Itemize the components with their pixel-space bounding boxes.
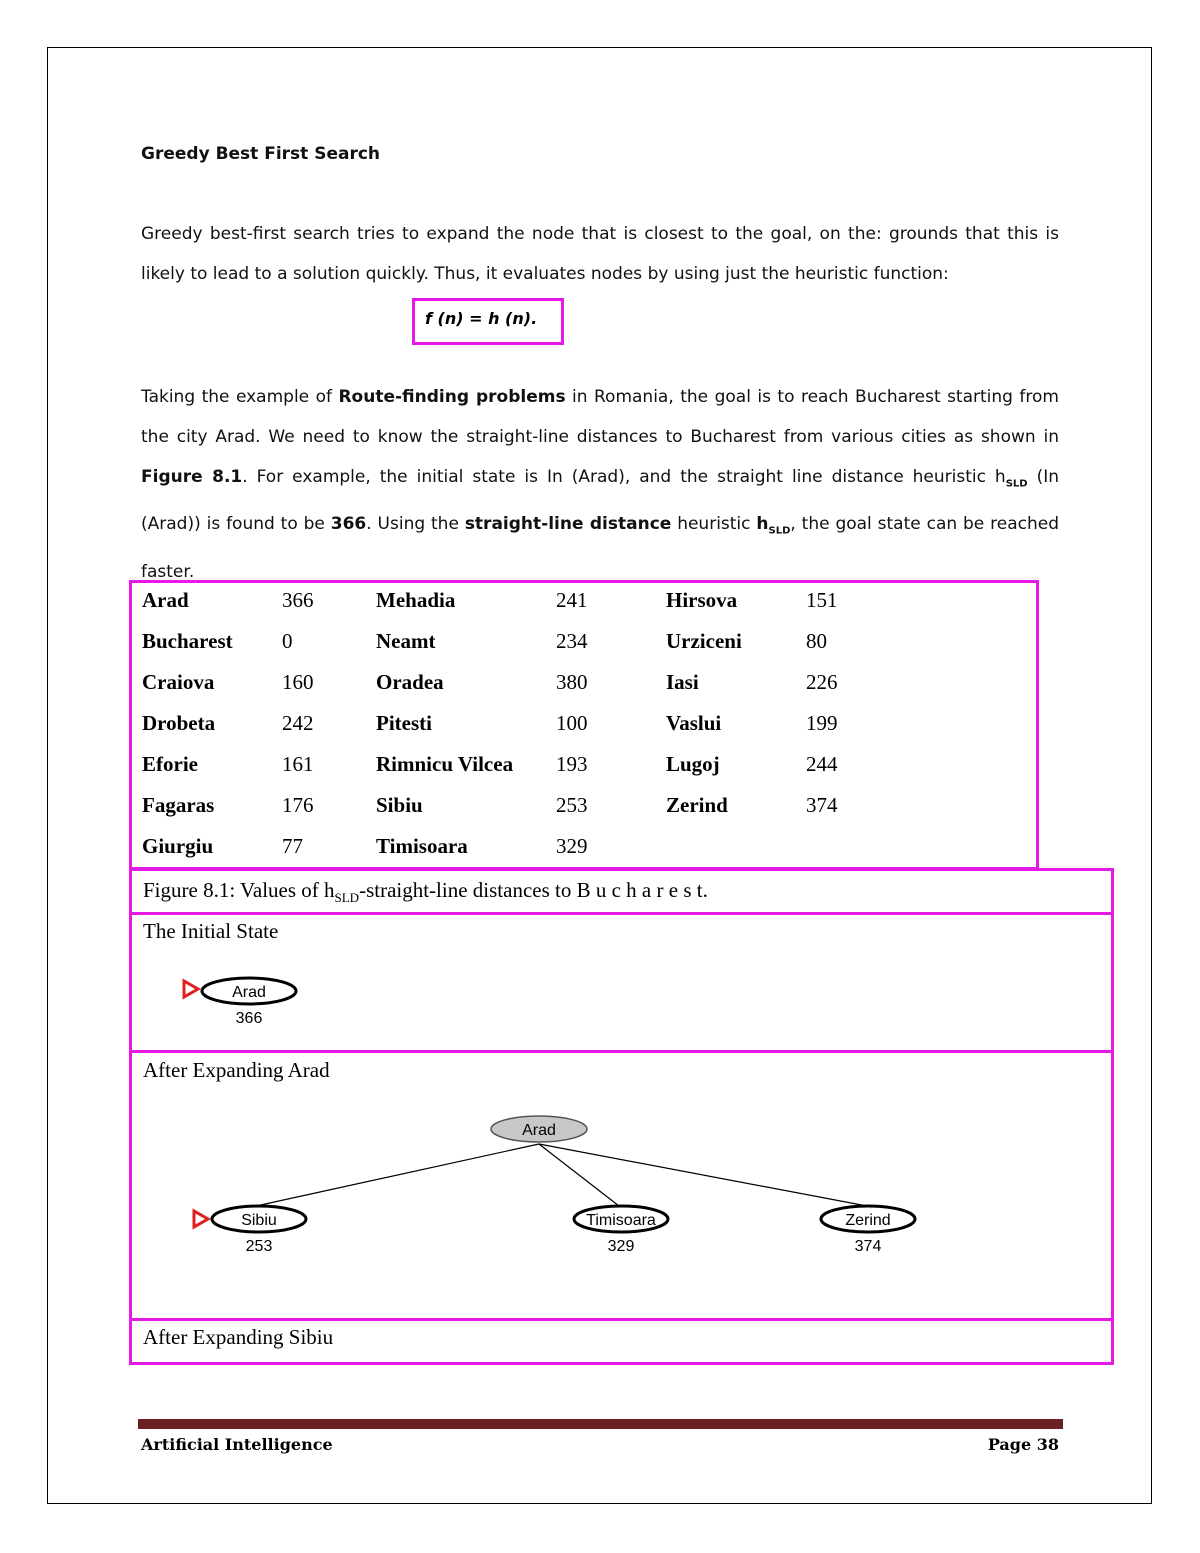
node-sibiu-value: 253 [245, 1238, 273, 1255]
node-timisoara-value: 329 [607, 1238, 635, 1255]
caption-sub: SLD [334, 890, 360, 906]
para-text-5: . Using the [366, 514, 465, 535]
page-number: Page 38 [987, 1435, 1059, 1454]
city-name: Urziceni [666, 629, 742, 653]
city-name: Pitesti [376, 711, 432, 735]
edge-arad-zerind [539, 1144, 867, 1206]
initial-state-box [129, 912, 1114, 1053]
city-name: Mehadia [376, 588, 456, 612]
figure-caption [143, 878, 708, 906]
city-name: Iasi [666, 670, 699, 694]
city-name: Bucharest [142, 629, 233, 653]
formula-box [412, 298, 564, 345]
current-marker-icon [194, 1211, 208, 1227]
caption-prefix: Figure 8.1: Values of h [143, 878, 335, 902]
edge-arad-timisoara [539, 1144, 619, 1206]
para-text-6: heuristic [671, 514, 757, 535]
caption-suffix: -straight-line distances to B u c h a r e s t. [359, 878, 708, 902]
para-bold-route-finding: Route-finding problems [338, 387, 566, 407]
para-bold-figure-ref: Figure 8.1 [141, 467, 243, 487]
section-heading: Greedy Best First Search [141, 144, 381, 164]
city-name: Craiova [142, 670, 215, 694]
distance-table-box [129, 580, 1039, 870]
city-distance: 151 [806, 588, 838, 612]
after-arad-box [129, 1050, 1114, 1321]
formula-text: f (n) = h (n). [425, 309, 538, 328]
city-distance: 242 [282, 711, 314, 735]
city-distance: 77 [282, 834, 303, 858]
para-sub-sld-2: SLD [768, 525, 791, 537]
city-distance: 380 [556, 670, 588, 694]
city-distance: 366 [282, 588, 314, 612]
city-distance: 193 [556, 752, 588, 776]
node-timisoara-label: Timisoara [586, 1212, 656, 1229]
city-distance: 176 [282, 793, 314, 817]
initial-state-diagram [132, 915, 1112, 1050]
para-bold-h: h [756, 514, 769, 535]
city-name: Hirsova [666, 588, 738, 612]
para-sub-sld-1: SLD [1005, 478, 1028, 490]
initial-state-title: The Initial State [143, 919, 279, 943]
city-distance: 234 [556, 629, 588, 653]
city-name: Arad [142, 588, 189, 612]
city-name: Oradea [376, 670, 444, 694]
node-zerind-label: Zerind [845, 1212, 891, 1229]
city-name: Giurgiu [142, 834, 214, 858]
intro-line-2: likely to lead to a solution quickly. Thus, it evaluates nodes by using just the heuristic function: [141, 264, 949, 284]
city-name: Lugoj [666, 752, 720, 776]
city-name: Timisoara [376, 834, 468, 858]
city-name: Vaslui [666, 711, 722, 735]
city-name: Drobeta [142, 711, 216, 735]
city-distance: 161 [282, 752, 314, 776]
city-name: Eforie [142, 752, 198, 776]
city-name: Zerind [666, 793, 728, 817]
footer-title: Artificial Intelligence [141, 1435, 333, 1454]
para-bold-straight-line: straight-line distance [464, 514, 672, 535]
after-arad-title: After Expanding Arad [143, 1058, 330, 1082]
intro-line-1: Greedy best-first search tries to expand the node that is closest to the goal, on the: grounds that this is [141, 224, 1059, 244]
city-distance: 374 [806, 793, 838, 817]
city-distance: 0 [282, 629, 293, 653]
para-text-4: (In (Arad)) is found to be [141, 467, 1059, 535]
city-distance: 244 [806, 752, 838, 776]
after-sibiu-title: After Expanding Sibiu [143, 1325, 334, 1349]
city-distance: 100 [556, 711, 588, 735]
city-distance: 80 [806, 629, 827, 653]
city-distance: 160 [282, 670, 314, 694]
after-sibiu-box [129, 1318, 1114, 1365]
city-distance: 253 [556, 793, 588, 817]
intro-paragraph [141, 214, 1059, 294]
node-arad-value: 366 [235, 1010, 263, 1027]
node-arad-label: Arad [232, 984, 266, 1001]
para-bold-366: 366 [330, 514, 367, 535]
city-name: Fagaras [142, 793, 215, 817]
para-text-3: . For example, the initial state is In (Arad), and the straight line distance heuristic h [242, 467, 1006, 487]
edge-arad-sibiu [256, 1144, 539, 1206]
footer-bar [138, 1419, 1063, 1429]
city-distance: 329 [556, 834, 588, 858]
city-distance: 241 [556, 588, 588, 612]
node-arad-expanded-label: Arad [522, 1122, 556, 1139]
start-marker-icon [184, 981, 198, 997]
city-name: Rimnicu Vilcea [376, 752, 514, 776]
city-name: Sibiu [376, 793, 423, 817]
figure-caption-box [129, 868, 1114, 915]
city-distance: 199 [806, 711, 838, 735]
para-text-1: Taking the example of [141, 387, 339, 407]
para-text-7: , the goal state can be reached faster. [141, 514, 1060, 582]
city-name: Neamt [376, 629, 436, 653]
route-paragraph [141, 377, 1059, 592]
node-zerind-value: 374 [854, 1238, 882, 1255]
para-text-2: in Romania, the goal is to reach Bucharest starting from the city Arad. We need to know the straight-line distances to Bucharest from various cities as shown in [141, 387, 1059, 447]
node-sibiu-label: Sibiu [241, 1212, 277, 1229]
after-arad-diagram [132, 1053, 1112, 1318]
city-distance: 226 [806, 670, 838, 694]
